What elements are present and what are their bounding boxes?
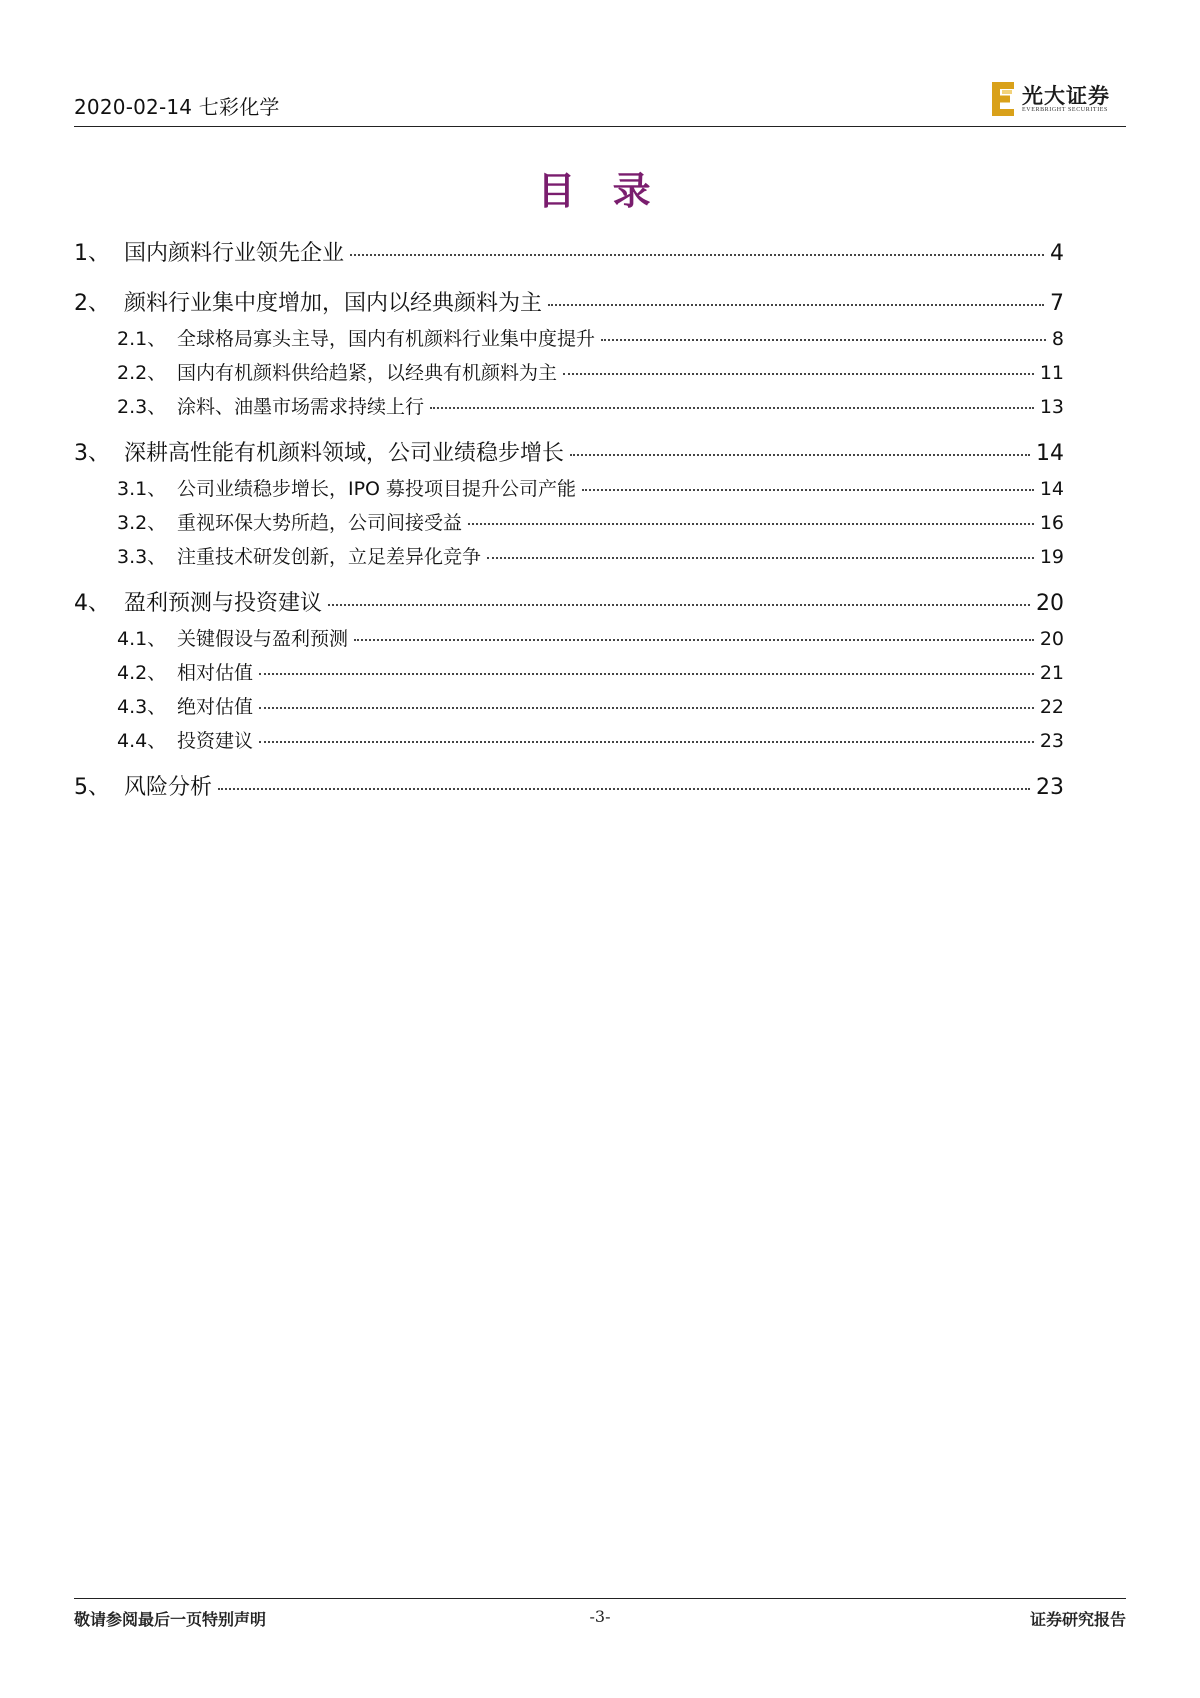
- toc-entry-number: 3.2、: [117, 512, 167, 534]
- toc-entry-label: 投资建议: [177, 730, 254, 752]
- toc-leader-dots: [563, 373, 1034, 375]
- toc-entry-number: 4、: [74, 591, 110, 616]
- toc-leader-dots: [350, 254, 1044, 256]
- toc-entry-number: 2.2、: [117, 362, 167, 384]
- toc-entry-number: 2.3、: [117, 396, 167, 418]
- footer-page-number: -3-: [589, 1607, 611, 1626]
- toc-leader-dots: [218, 788, 1030, 790]
- page-header: [74, 82, 1126, 127]
- toc-entry[interactable]: [74, 542, 1064, 569]
- toc-entry-label: 涂料、油墨市场需求持续上行: [177, 396, 425, 418]
- toc-entry-label: 公司业绩稳步增长，IPO 募投项目提升公司产能: [177, 478, 577, 500]
- toc-leader-dots: [430, 407, 1034, 409]
- toc-entry[interactable]: [74, 508, 1064, 535]
- toc-entry[interactable]: [74, 392, 1064, 419]
- toc-leader-dots: [548, 304, 1044, 306]
- toc-leader-dots: [570, 454, 1030, 456]
- logo-text-cn: 光大证券: [1022, 83, 1110, 108]
- toc-entry-label: 国内有机颜料供给趋紧，以经典有机颜料为主: [177, 362, 558, 384]
- toc-entry-page: 13: [1039, 396, 1064, 418]
- toc-leader-dots: [259, 707, 1034, 709]
- toc-entry-number: 4.4、: [117, 730, 167, 752]
- toc-entry-page: 21: [1039, 662, 1064, 684]
- toc-entry-label: 关键假设与盈利预测: [177, 628, 349, 650]
- toc-entry-label: 全球格局寡头主导，国内有机颜料行业集中度提升: [177, 328, 596, 350]
- header-date-company: 2020-02-14 七彩化学: [74, 95, 280, 119]
- toc-entry-page: 22: [1039, 696, 1064, 718]
- toc-entry-page: 14: [1039, 478, 1064, 500]
- toc-leader-dots: [468, 523, 1034, 525]
- toc-leader-dots: [328, 604, 1030, 606]
- toc-leader-dots: [582, 489, 1034, 491]
- toc-entry-page: 23: [1039, 730, 1064, 752]
- toc-leader-dots: [259, 741, 1034, 743]
- toc-leader-dots: [487, 557, 1034, 559]
- toc-entry-label: 重视环保大势所趋，公司间接受益: [177, 512, 463, 534]
- toc-entry[interactable]: [74, 286, 1064, 317]
- toc-entry-label: 绝对估值: [177, 696, 254, 718]
- toc-entry[interactable]: [74, 474, 1064, 501]
- toc-entry[interactable]: [74, 586, 1064, 617]
- page-footer: [74, 1598, 1126, 1639]
- toc-entry-page: 16: [1039, 512, 1064, 534]
- toc-entry[interactable]: [74, 692, 1064, 719]
- toc-entry[interactable]: [74, 658, 1064, 685]
- toc-leader-dots: [259, 673, 1034, 675]
- toc-leader-dots: [354, 639, 1034, 641]
- toc-entry-label: 颜料行业集中度增加，国内以经典颜料为主: [124, 291, 543, 316]
- toc-entry[interactable]: [74, 770, 1064, 801]
- toc-entry-number: 5、: [74, 775, 110, 800]
- toc-entry-label: 相对估值: [177, 662, 254, 684]
- toc-entry-page: 11: [1039, 362, 1064, 384]
- toc-entry-number: 2、: [74, 291, 110, 316]
- toc-title: 目 录: [537, 169, 663, 213]
- toc-entry-number: 4.3、: [117, 696, 167, 718]
- toc-entry-page: 4: [1050, 241, 1064, 266]
- toc-entry-page: 23: [1036, 775, 1064, 800]
- footer-report-type: 证券研究报告: [1029, 1610, 1126, 1629]
- toc-entry-page: 8: [1051, 328, 1064, 350]
- toc-entry-number: 3.1、: [117, 478, 167, 500]
- toc-entry-label: 注重技术研发创新，立足差异化竞争: [177, 546, 482, 568]
- everbright-logo-icon: [992, 82, 1016, 116]
- toc-entry-page: 20: [1039, 628, 1064, 650]
- toc-entry-label: 盈利预测与投资建议: [124, 591, 323, 616]
- toc-entry[interactable]: [74, 324, 1064, 351]
- everbright-logo: [992, 80, 1124, 118]
- toc-entry-number: 1、: [74, 241, 110, 266]
- logo-text-en: EVERBRIGHT SECURITIES: [1022, 107, 1108, 113]
- toc-entry-label: 国内颜料行业领先企业: [124, 241, 345, 266]
- toc-entry[interactable]: [74, 624, 1064, 651]
- toc-entry-number: 3.3、: [117, 546, 167, 568]
- toc-entry-page: 20: [1036, 591, 1064, 616]
- toc-entry-number: 3、: [74, 441, 110, 466]
- footer-disclaimer: 敬请参阅最后一页特别声明: [74, 1610, 267, 1629]
- toc-entry-number: 2.1、: [117, 328, 167, 350]
- toc-entry-label: 深耕高性能有机颜料领域，公司业绩稳步增长: [124, 441, 565, 466]
- toc-entry[interactable]: [74, 436, 1064, 467]
- toc-leader-dots: [601, 339, 1046, 341]
- toc-entry[interactable]: [74, 358, 1064, 385]
- toc-entry-number: 4.2、: [117, 662, 167, 684]
- toc-entry-label: 风险分析: [124, 775, 213, 800]
- toc-entry-page: 14: [1036, 441, 1064, 466]
- toc-entry-page: 19: [1039, 546, 1064, 568]
- toc-entry-number: 4.1、: [117, 628, 167, 650]
- toc-entry-page: 7: [1050, 291, 1064, 316]
- toc-entry[interactable]: [74, 726, 1064, 753]
- toc-entry[interactable]: [74, 236, 1064, 267]
